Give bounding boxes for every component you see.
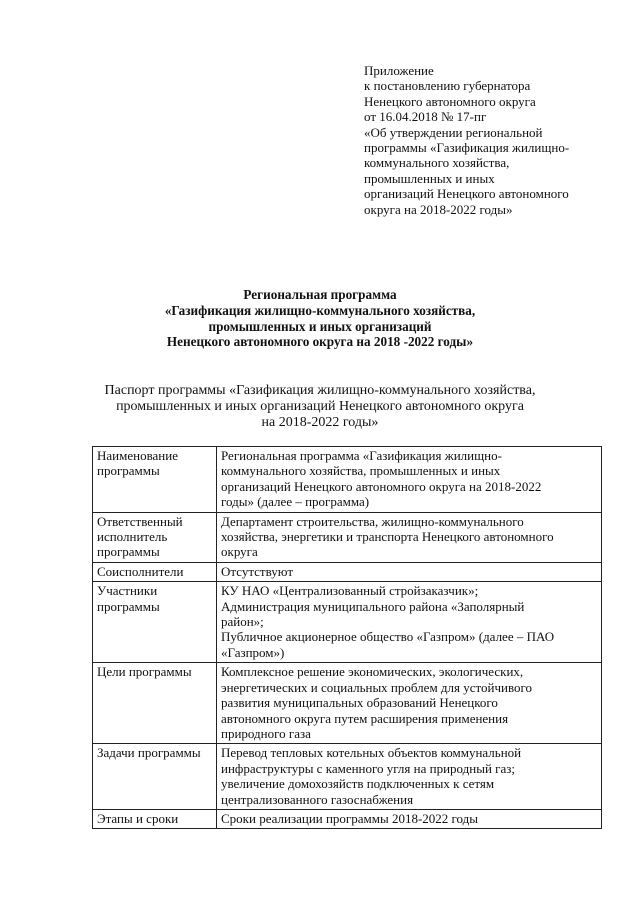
passport-row-label	[93, 562, 217, 581]
value-line: развития муниципальных образований Ненецкого	[221, 695, 498, 711]
appendix-line: к постановлению губернатора	[364, 78, 531, 94]
label-line: Ответственный	[97, 513, 183, 529]
value-line: Отсутствуют	[221, 563, 294, 579]
passport-table	[92, 446, 602, 829]
passport-row	[93, 582, 602, 663]
label-line: Соисполнители	[97, 563, 184, 579]
value-line: организаций Ненецкого автономного округа на 2018-2022	[221, 478, 542, 494]
passport-row-value	[217, 744, 602, 810]
passport-row	[93, 562, 602, 581]
value-line: энергетических и социальных проблем для устойчивого	[221, 679, 533, 695]
passport-heading-line: на 2018-2022 годы»	[261, 415, 379, 431]
value-line: «Газпром»)	[221, 644, 285, 660]
appendix-line: организаций Ненецкого автономного	[364, 186, 569, 202]
passport-row-label	[93, 582, 217, 663]
passport-heading-line: промышленных и иных организаций Ненецкого автономного округа	[116, 399, 524, 415]
appendix-line: программы «Газификация жилищно-	[364, 140, 570, 156]
value-line: КУ НАО «Централизованный стройзаказчик»;	[221, 583, 479, 599]
program-title-line: промышленных и иных организаций	[208, 318, 432, 334]
value-line: округа	[221, 544, 258, 560]
passport-row	[93, 663, 602, 744]
program-title-line: Региональная программа	[243, 287, 397, 302]
value-line: инфраструктуры с каменного угля на природный газ;	[221, 760, 516, 776]
appendix-line: Ненецкого автономного округа	[364, 93, 536, 109]
value-line: природного газа	[221, 725, 311, 741]
passport-row-value	[217, 447, 602, 513]
passport-table-body	[93, 447, 602, 829]
program-title-line: «Газификация жилищно-коммунального хозяйства,	[164, 302, 476, 318]
passport-row-label	[93, 447, 217, 513]
value-line: хозяйства, энергетики и транспорта Ненецкого автономного	[221, 529, 554, 545]
value-line: Администрация муниципального района «Заполярный	[221, 598, 525, 614]
value-line: централизованного газоснабжения	[221, 791, 414, 807]
label-line: Этапы и сроки	[97, 810, 179, 826]
appendix-line: промышленных и иных	[364, 170, 495, 186]
passport-row-value	[217, 663, 602, 744]
appendix-line: коммунального хозяйства,	[364, 155, 510, 171]
appendix-line: Приложение	[364, 63, 434, 78]
passport-heading	[0, 383, 640, 432]
program-title-line: Ненецкого автономного округа на 2018 -2022 годы»	[166, 334, 474, 350]
label-line: программы	[97, 463, 160, 479]
passport-row-label	[93, 512, 217, 562]
label-line: Наименование	[97, 448, 178, 463]
passport-row-value	[217, 809, 602, 828]
value-line: Комплексное решение экономических, экологических,	[221, 664, 524, 680]
passport-row-label	[93, 744, 217, 810]
value-line: Региональная программа «Газификация жилищно-	[221, 448, 502, 463]
label-line: программы	[97, 598, 160, 614]
passport-row-value	[217, 562, 602, 581]
passport-row-label	[93, 809, 217, 828]
passport-row-value	[217, 512, 602, 562]
passport-row	[93, 809, 602, 828]
appendix-line: округа на 2018-2022 годы»	[364, 201, 513, 217]
label-line: программы	[97, 544, 160, 560]
value-line: Публичное акционерное общество «Газпром» (далее – ПАО	[221, 629, 555, 645]
appendix-block	[364, 63, 624, 217]
passport-heading-line: Паспорт программы «Газификация жилищно-коммунального хозяйства,	[104, 383, 536, 398]
label-line: Участники	[97, 583, 158, 599]
passport-row	[93, 512, 602, 562]
passport-row-value	[217, 582, 602, 663]
passport-row-label	[93, 663, 217, 744]
value-line: Сроки реализации программы 2018-2022 годы	[221, 810, 479, 826]
value-line: автономного округа путем расширения применения	[221, 710, 509, 726]
value-line: увеличение домохозяйств подключенных к сетям	[221, 776, 495, 792]
label-line: Задачи программы	[97, 745, 201, 761]
value-line: годы» (далее – программа)	[221, 494, 370, 510]
passport-row	[93, 744, 602, 810]
label-line: Цели программы	[97, 664, 192, 680]
value-line: коммунального хозяйства, промышленных и иных	[221, 463, 501, 479]
value-line: Департамент строительства, жилищно-коммунального	[221, 513, 524, 529]
value-line: район»;	[221, 614, 264, 630]
value-line: Перевод тепловых котельных объектов коммунальной	[221, 745, 522, 761]
program-title	[0, 287, 640, 350]
appendix-line: от 16.04.2018 № 17-пг	[364, 109, 487, 125]
appendix-line: «Об утверждении региональной	[364, 124, 543, 140]
label-line: исполнитель	[97, 529, 168, 545]
passport-row	[93, 447, 602, 513]
